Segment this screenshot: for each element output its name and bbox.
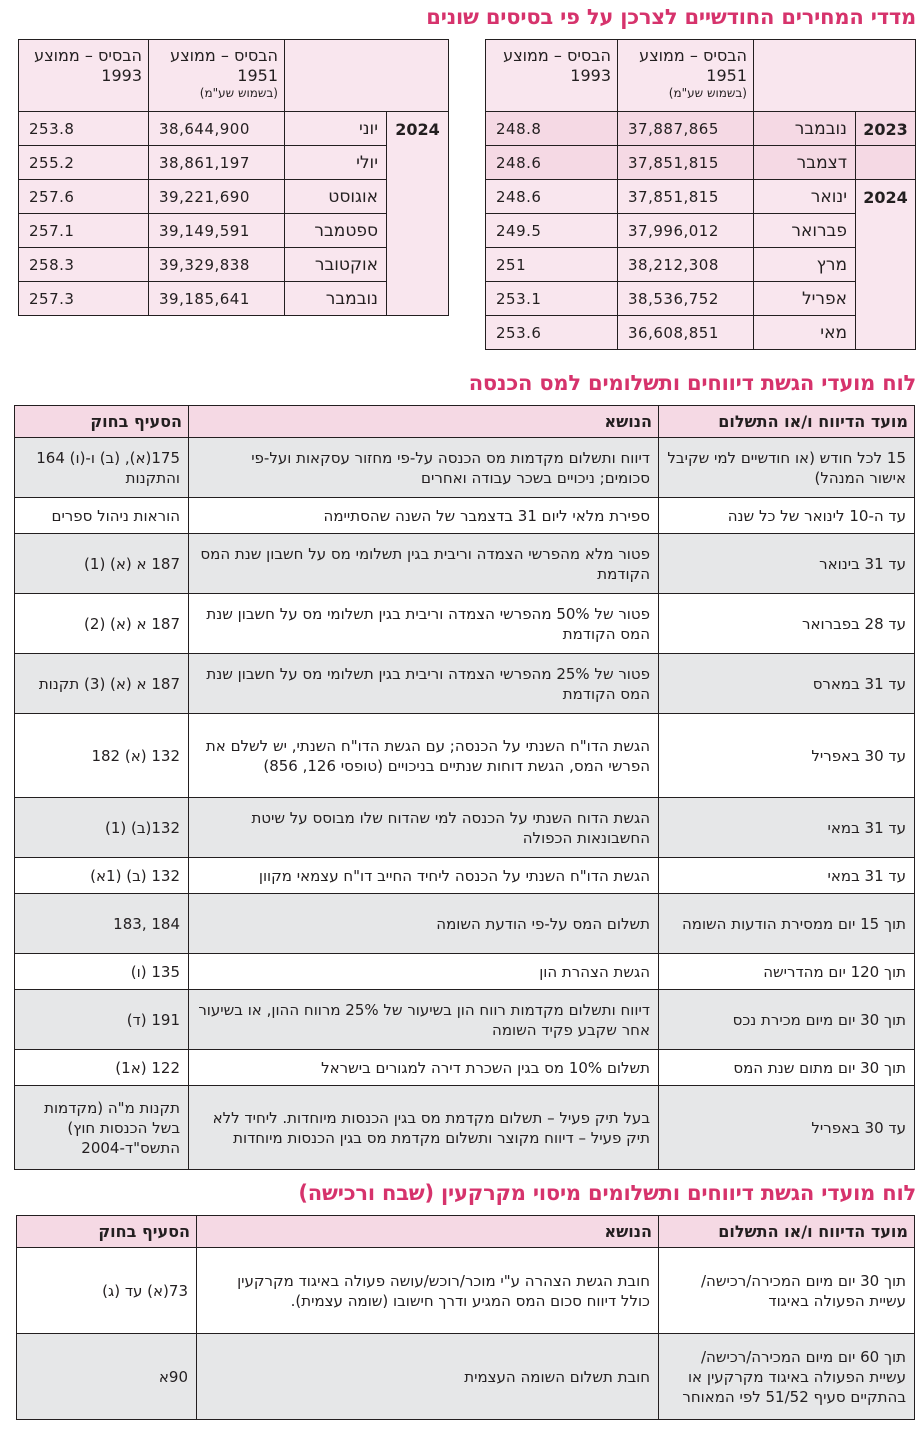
table-row <box>19 180 449 214</box>
section-cell: 187 א (א) (2) <box>15 594 189 654</box>
income-tax-title: לוח מועדי הגשת דיווחים ותשלומים למס הכנסה <box>468 371 916 395</box>
header-base1993: הבסיס – ממוצע 1993 <box>486 40 618 112</box>
table-row <box>15 1086 915 1170</box>
month-cell: מאי <box>754 316 856 350</box>
subject-cell: חובת תשלום השומה העצמית <box>197 1334 659 1420</box>
subject-cell: דיווח ותשלום מקדמות מס הכנסה על-פי מחזור עסקאות ועל-פי סכומים; ניכויים בשכר עבודה ואחרים <box>189 438 659 498</box>
month-cell: ספטמבר <box>285 214 387 248</box>
subject-cell: תשלום 10% מס בגין השכרת דירה למגורים בישראל <box>189 1050 659 1086</box>
table-row <box>486 112 916 146</box>
value-1951-cell: 39,329,838 <box>149 248 285 282</box>
date-cell: 15 לכל חודש (או חודשיים למי שקיבל אישור המנהל) <box>659 438 915 498</box>
section-cell: 73(א) עד (ג) <box>17 1248 197 1334</box>
month-cell: נובמבר <box>754 112 856 146</box>
header-subject: הנושא <box>189 406 659 438</box>
header-section: הסעיף בחוק <box>17 1216 197 1248</box>
table-row <box>15 858 915 894</box>
table-row <box>15 654 915 714</box>
month-cell: אוקטובר <box>285 248 387 282</box>
date-cell: תוך 30 יום מיום המכירה/רכישה/ עשיית הפעולה באיגוד <box>659 1248 915 1334</box>
value-1993-cell: 257.6 <box>19 180 149 214</box>
value-1951-cell: 39,185,641 <box>149 282 285 316</box>
header-section: הסעיף בחוק <box>15 406 189 438</box>
value-1951-cell: 38,861,197 <box>149 146 285 180</box>
subject-cell: פטור של 25% מהפרשי הצמדה וריבית בגין תשלומי מס על חשבון שנת המס הקודמת <box>189 654 659 714</box>
section-cell: 90א <box>17 1334 197 1420</box>
table-row <box>486 316 916 350</box>
income-tax-table <box>14 405 915 1170</box>
value-1993-cell: 257.3 <box>19 282 149 316</box>
table-row <box>19 146 449 180</box>
header-base1951-note: (בשמוש שע"מ) <box>199 86 278 100</box>
year-cell-empty <box>856 146 916 180</box>
subject-cell: הגשת הדוח השנתי על הכנסה למי שהדוח שלו מבוסס על שיטת החשבונאות הכפולה <box>189 798 659 858</box>
subject-cell: תשלום המס על-פי הודעת השומה <box>189 894 659 954</box>
table-row <box>486 146 916 180</box>
month-cell: אפריל <box>754 282 856 316</box>
date-cell: תוך 15 יום ממסירת הודעות השומה <box>659 894 915 954</box>
header-base1993: הבסיס – ממוצע 1993 <box>19 40 149 112</box>
table-row <box>15 990 915 1050</box>
header-subject: הנושא <box>197 1216 659 1248</box>
blank-header <box>754 40 916 112</box>
subject-cell: הגשת הדו"ח השנתי על הכנסה ליחיד החייב דו"ח עצמאי מקוון <box>189 858 659 894</box>
section-cell: 122 (א1) <box>15 1050 189 1086</box>
subject-cell: דיווח ותשלום מקדמות רווח הון בשיעור של 25% מרווח ההון, או בשיעור אחר שקבע פקיד השומה <box>189 990 659 1050</box>
subject-cell: פטור מלא מהפרשי הצמדה וריבית בגין תשלומי מס על חשבון שנת המס הקודמת <box>189 534 659 594</box>
value-1951-cell: 37,851,815 <box>618 180 754 214</box>
price-index-title: מדדי המחירים החודשיים לצרכן על פי בסיסים שונים <box>426 5 916 29</box>
value-1993-cell: 253.8 <box>19 112 149 146</box>
month-cell: יוני <box>285 112 387 146</box>
table-row <box>15 534 915 594</box>
table-row <box>17 1334 915 1420</box>
header-date: מועד הדיווח ו/או התשלום <box>659 1216 915 1248</box>
section-cell: 184 ,183 <box>15 894 189 954</box>
real-estate-table <box>16 1215 915 1420</box>
section-cell: 187 א (א) (1) <box>15 534 189 594</box>
value-1993-cell: 255.2 <box>19 146 149 180</box>
section-cell: 132 (ב) (1א) <box>15 858 189 894</box>
table-row <box>15 498 915 534</box>
price-table-left <box>18 39 449 316</box>
date-cell: עד 30 באפריל <box>659 714 915 798</box>
header-base1951 <box>618 40 754 112</box>
value-1951-cell: 38,644,900 <box>149 112 285 146</box>
table-row <box>19 214 449 248</box>
header-base1951-label: הבסיס – ממוצע 1951 <box>639 46 747 85</box>
date-cell: עד 31 במארס <box>659 654 915 714</box>
value-1951-cell: 38,212,308 <box>618 248 754 282</box>
date-cell: עד 31 בינואר <box>659 534 915 594</box>
section-cell: הוראות ניהול ספרים <box>15 498 189 534</box>
month-cell: ינואר <box>754 180 856 214</box>
year-cell: 2024 <box>856 180 916 350</box>
value-1951-cell: 37,851,815 <box>618 146 754 180</box>
section-cell: 135 (ו) <box>15 954 189 990</box>
subject-cell: פטור של 50% מהפרשי הצמדה וריבית בגין תשלומי מס על חשבון שנת המס הקודמת <box>189 594 659 654</box>
table-row <box>19 248 449 282</box>
value-1951-cell: 38,536,752 <box>618 282 754 316</box>
date-cell: תוך 30 יום מתום שנת המס <box>659 1050 915 1086</box>
table-row <box>15 594 915 654</box>
table-row <box>15 954 915 990</box>
price-table-left-header <box>19 40 449 112</box>
section-cell: 132(ב) (1) <box>15 798 189 858</box>
date-cell: תוך 120 יום מהדרישה <box>659 954 915 990</box>
month-cell: יולי <box>285 146 387 180</box>
table-row <box>15 438 915 498</box>
value-1993-cell: 249.5 <box>486 214 618 248</box>
real-estate-title: לוח מועדי הגשת דיווחים ותשלומים מיסוי מקרקעין (שבח ורכישה) <box>298 1181 916 1205</box>
date-cell: עד 30 באפריל <box>659 1086 915 1170</box>
date-cell: עד 28 בפברואר <box>659 594 915 654</box>
section-cell: 175(א), (ב) ו-(ו) 164 והתקנות <box>15 438 189 498</box>
section-cell: 191 (ד) <box>15 990 189 1050</box>
real-estate-header <box>17 1216 915 1248</box>
price-table-right <box>485 39 916 350</box>
value-1993-cell: 253.1 <box>486 282 618 316</box>
header-base1951-label: הבסיס – ממוצע 1951 <box>170 46 278 85</box>
section-cell: תקנות מ"ה (מקדמות בשל הכנסות חוץ) התשס"ד-2004 <box>15 1086 189 1170</box>
subject-cell: בעל תיק פעיל – תשלום מקדמת מס בגין הכנסות מיוחדות. ליחיד ללא תיק פעיל – דיווח מקוצר ותשלום מקדמת מס בגין הכנסות מיוחדות <box>189 1086 659 1170</box>
table-row <box>486 282 916 316</box>
date-cell: עד 31 במאי <box>659 858 915 894</box>
price-table-right-header <box>486 40 916 112</box>
month-cell: מרץ <box>754 248 856 282</box>
month-cell: דצמבר <box>754 146 856 180</box>
value-1993-cell: 251 <box>486 248 618 282</box>
table-row <box>19 112 449 146</box>
income-tax-header <box>15 406 915 438</box>
value-1993-cell: 248.6 <box>486 180 618 214</box>
header-base1951-note: (בשמוש שע"מ) <box>668 86 747 100</box>
subject-cell: ספירת מלאי ליום 31 בדצמבר של השנה שהסתיימה <box>189 498 659 534</box>
subject-cell: הגשת הצהרת הון <box>189 954 659 990</box>
table-row <box>15 1050 915 1086</box>
value-1993-cell: 253.6 <box>486 316 618 350</box>
value-1951-cell: 37,887,865 <box>618 112 754 146</box>
section-cell: 132 (א) 182 <box>15 714 189 798</box>
value-1993-cell: 248.8 <box>486 112 618 146</box>
table-row <box>486 180 916 214</box>
value-1993-cell: 257.1 <box>19 214 149 248</box>
value-1951-cell: 39,149,591 <box>149 214 285 248</box>
date-cell: עד 31 במאי <box>659 798 915 858</box>
table-row <box>486 214 916 248</box>
header-date: מועד הדיווח ו/או התשלום <box>659 406 915 438</box>
section-cell: 187 א (א) (3) תקנות <box>15 654 189 714</box>
subject-cell: חובת הגשת הצהרה ע"י מוכר/רוכש/עושה פעולה באיגוד מקרקעין כולל דיווח סכום המס המגיע ודרך חישובו (שומה עצמית). <box>197 1248 659 1334</box>
table-row <box>19 282 449 316</box>
date-cell: תוך 60 יום מיום המכירה/רכישה/ עשיית הפעולה באיגוד מקרקעין או בהתקיים סעיף 51/52 לפי המאוחר <box>659 1334 915 1420</box>
table-row <box>15 798 915 858</box>
table-row <box>486 248 916 282</box>
value-1951-cell: 37,996,012 <box>618 214 754 248</box>
table-row <box>17 1248 915 1334</box>
value-1951-cell: 36,608,851 <box>618 316 754 350</box>
month-cell: אוגוסט <box>285 180 387 214</box>
table-row <box>15 714 915 798</box>
date-cell: תוך 30 יום מיום מכירת נכס <box>659 990 915 1050</box>
month-cell: נובמבר <box>285 282 387 316</box>
table-row <box>15 894 915 954</box>
year-cell: 2023 <box>856 112 916 146</box>
subject-cell: הגשת הדו"ח השנתי על הכנסה; עם הגשת הדו"ח השנתי, יש לשלם את הפרשי המס, הגשת דוחות שנתיים בניכויים (טופסי 126, 856) <box>189 714 659 798</box>
value-1993-cell: 248.6 <box>486 146 618 180</box>
month-cell: פברואר <box>754 214 856 248</box>
header-base1951 <box>149 40 285 112</box>
year-cell: 2024 <box>387 112 449 316</box>
value-1993-cell: 258.3 <box>19 248 149 282</box>
date-cell: עד ה-10 לינואר של כל שנה <box>659 498 915 534</box>
blank-header <box>285 40 449 112</box>
value-1951-cell: 39,221,690 <box>149 180 285 214</box>
